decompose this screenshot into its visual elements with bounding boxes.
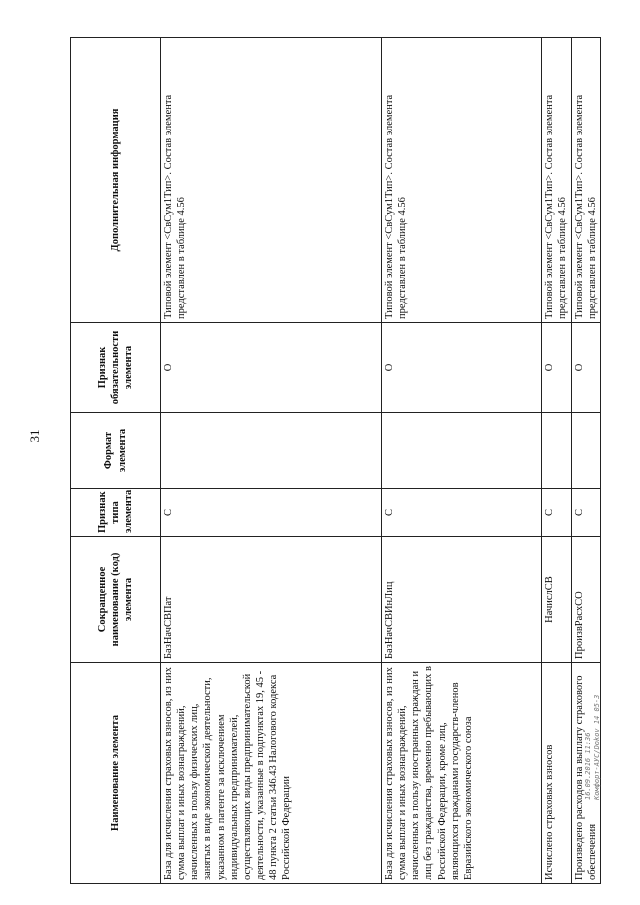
table-row bbox=[542, 38, 572, 884]
cell-format bbox=[161, 413, 382, 489]
cell-info: Типовой элемент <СвСум1Тип>. Состав элемента представлен в таблице 4.56 bbox=[382, 38, 542, 323]
cell-type: С bbox=[161, 489, 382, 537]
cell-type: С bbox=[382, 489, 542, 537]
table-row bbox=[382, 38, 542, 884]
cell-code: БазНачСВИнЛиц bbox=[382, 537, 542, 663]
cell-required: О bbox=[542, 323, 572, 413]
cell-name: База для исчисления страховых взносов, из них сумма выплат и иных вознаграждений, начисленных в пользу физических лиц, занятых в виде экономической деятельности, указанном в патенте за исключением индивидуальных предпринимателей, осуществляющих виды предпринимательской деятельности, указанные в подпунктах 19, 45 - 48 пункта 2 статьи 346.43 Налогового кодекса Российской Федерации bbox=[161, 663, 382, 884]
cell-name: База для исчисления страховых взносов, из них сумма выплат и иных вознаграждений, начисленных в пользу иностранных граждан и лиц без гражданства, временно пребывающих в Российской Федерации, кроме лиц, являющихся гражданами государств-членов Евразийского экономического союза bbox=[382, 663, 542, 884]
cell-code: БазНачСВПат bbox=[161, 537, 382, 663]
cell-type: С bbox=[542, 489, 572, 537]
cell-required: О bbox=[572, 323, 601, 413]
cell-info: Типовой элемент <СвСум1Тип>. Состав элемента представлен в таблице 4.56 bbox=[542, 38, 572, 323]
header-element-type: Признак типа элемента bbox=[71, 489, 161, 537]
cell-name: Произведено расходов на выплату страхового обеспечения bbox=[572, 663, 601, 884]
cell-info: Типовой элемент <СвСум1Тип>. Состав элемента представлен в таблице 4.56 bbox=[161, 38, 382, 323]
header-element-code: Сокращенное наименование (код) элемента bbox=[71, 537, 161, 663]
page-number: 31 bbox=[27, 429, 42, 443]
cell-format bbox=[572, 413, 601, 489]
cell-required: О bbox=[382, 323, 542, 413]
cell-info: Типовой элемент <СвСум1Тип>. Состав элемента представлен в таблице 4.56 bbox=[572, 38, 601, 323]
header-element-required: Признак обязательности элемента bbox=[71, 323, 161, 413]
stamp-line: Комфорт-АУС/Dokov 14 05-3 bbox=[593, 694, 602, 800]
table-row bbox=[161, 38, 382, 884]
element-spec-table bbox=[70, 37, 601, 884]
cell-code: ПроизвРасхСО bbox=[572, 537, 601, 663]
cell-format bbox=[382, 413, 542, 489]
cell-code: НачислСВ bbox=[542, 537, 572, 663]
cell-type: С bbox=[572, 489, 601, 537]
table-header-row bbox=[71, 38, 161, 884]
header-additional-info: Дополнительная информация bbox=[71, 38, 161, 323]
header-element-format: Формат элемента bbox=[71, 413, 161, 489]
cell-required: О bbox=[161, 323, 382, 413]
header-element-name: Наименование элемента bbox=[71, 663, 161, 884]
document-stamp bbox=[584, 680, 610, 800]
cell-name: Исчислено страховых взносов bbox=[542, 663, 572, 884]
stamp-line: 16.09.2016 11:36 bbox=[584, 732, 592, 800]
cell-format bbox=[542, 413, 572, 489]
